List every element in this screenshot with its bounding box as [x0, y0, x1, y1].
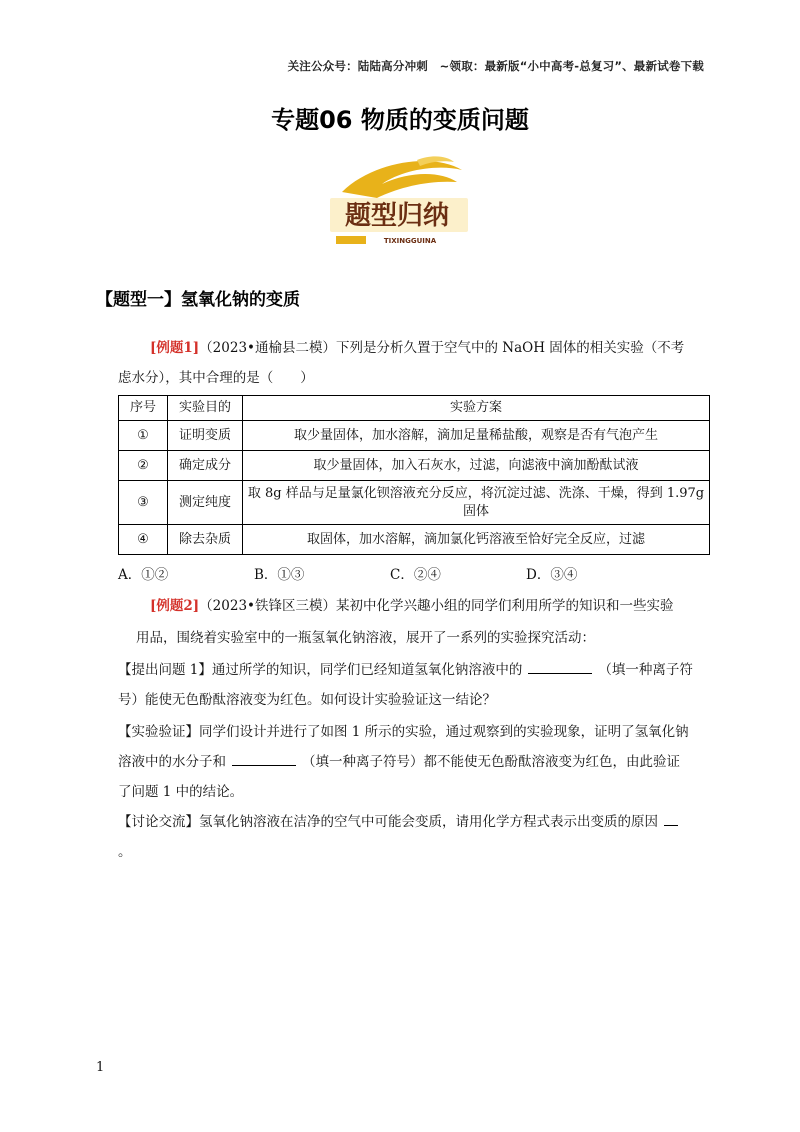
header-note: 关注公众号：陆陆高分冲刺 ~领取：最新版“小中高考-总复习”、最新试卷下载 — [287, 59, 704, 73]
option-d[interactable]: D．③④ — [526, 567, 578, 583]
table-cell: 取少量固体，加水溶解，滴加足量稀盐酸，观察是否有气泡产生 — [243, 421, 710, 451]
question1-line1 — [118, 656, 718, 684]
logo-image — [322, 152, 472, 252]
example1-line1 — [150, 334, 710, 362]
table-row — [119, 525, 710, 555]
example2-line2: 用品，围绕着实验室中的一瓶氢氧化钠溶液，展开了一系列的实验探究活动： — [136, 630, 595, 646]
table-row — [119, 421, 710, 451]
table-cell: ① — [119, 421, 168, 451]
example1-tag: [例题1] — [150, 340, 200, 356]
example2-tag: [例题2] — [150, 598, 200, 614]
option-c[interactable]: C．②④ — [390, 567, 441, 583]
table-header-row — [119, 396, 710, 421]
page-number: 1 — [96, 1060, 105, 1075]
table-cell: 除去杂质 — [168, 525, 243, 555]
discussion-text: 【讨论交流】氢氧化钠溶液在洁净的空气中可能会变质，请用化学方程式表示出变质的原因 — [118, 814, 658, 830]
table-cell: ③ — [119, 481, 168, 525]
example2-source: （2023•铁锋区三模）某初中化学兴趣小组的同学们利用所学的知识和一些实验 — [199, 598, 674, 614]
table-cell: ② — [119, 451, 168, 481]
answer-blank-3[interactable] — [664, 811, 678, 826]
page-title: 专题06 物质的变质问题 — [271, 106, 529, 134]
verification-line2 — [118, 748, 718, 776]
discussion-line1 — [118, 808, 718, 836]
table-header: 实验方案 — [243, 396, 710, 421]
verification-text-2: （填一种离子符号）都不能使无色酚酞溶液变为红色，由此验证 — [302, 754, 680, 770]
table-cell: 确定成分 — [168, 451, 243, 481]
question1-line2: 号）能使无色酚酞溶液变为红色。如何设计实验验证这一结论？ — [118, 692, 496, 708]
example2-line1 — [150, 592, 710, 620]
question1-hint: （填一种离子符 — [598, 662, 693, 678]
table-cell: 取 8g 样品与足量氯化钡溶液充分反应，将沉淀过滤、洗涤、干燥，得到 1.97g 固体 — [243, 481, 710, 525]
example1-line2: 虑水分），其中合理的是（ ） — [118, 370, 314, 386]
table-row — [119, 481, 710, 525]
discussion-line2: 。 — [118, 844, 132, 860]
example1-source: （2023•通榆县二模）下列是分析久置于空气中的 NaOH 固体的相关实验（不考 — [199, 340, 685, 356]
option-b[interactable]: B．①③ — [254, 567, 305, 583]
table-cell: 取少量固体，加入石灰水，过滤，向滤液中滴加酚酞试液 — [243, 451, 710, 481]
logo-sub-text: TIXINGGUINA — [383, 237, 437, 245]
logo-main-text: 题型归纳 — [344, 201, 450, 231]
question1-text: 【提出问题 1】通过所学的知识，同学们已经知道氢氧化钠溶液中的 — [118, 662, 523, 678]
verification-line1: 【实验验证】同学们设计并进行了如图 1 所示的实验，通过观察到的实验现象，证明了氢氧化钠 — [118, 724, 689, 740]
section-heading: 【题型一】氢氧化钠的变质 — [96, 290, 300, 310]
table-cell: 证明变质 — [168, 421, 243, 451]
table-cell: 取固体，加水溶解，滴加氯化钙溶液至恰好完全反应，过滤 — [243, 525, 710, 555]
answer-blank-2[interactable] — [232, 751, 296, 766]
answer-blank-1[interactable] — [528, 659, 592, 674]
logo-swoosh — [342, 161, 462, 198]
example1-options — [118, 563, 718, 583]
table-header: 序号 — [119, 396, 168, 421]
experiment-table — [118, 395, 710, 555]
verification-line3: 了问题 1 中的结论。 — [118, 784, 244, 800]
table-cell: 测定纯度 — [168, 481, 243, 525]
option-a[interactable]: A．①② — [118, 567, 169, 583]
table-header: 实验目的 — [168, 396, 243, 421]
verification-text: 溶液中的水分子和 — [118, 754, 226, 770]
table-cell: ④ — [119, 525, 168, 555]
table-row — [119, 451, 710, 481]
